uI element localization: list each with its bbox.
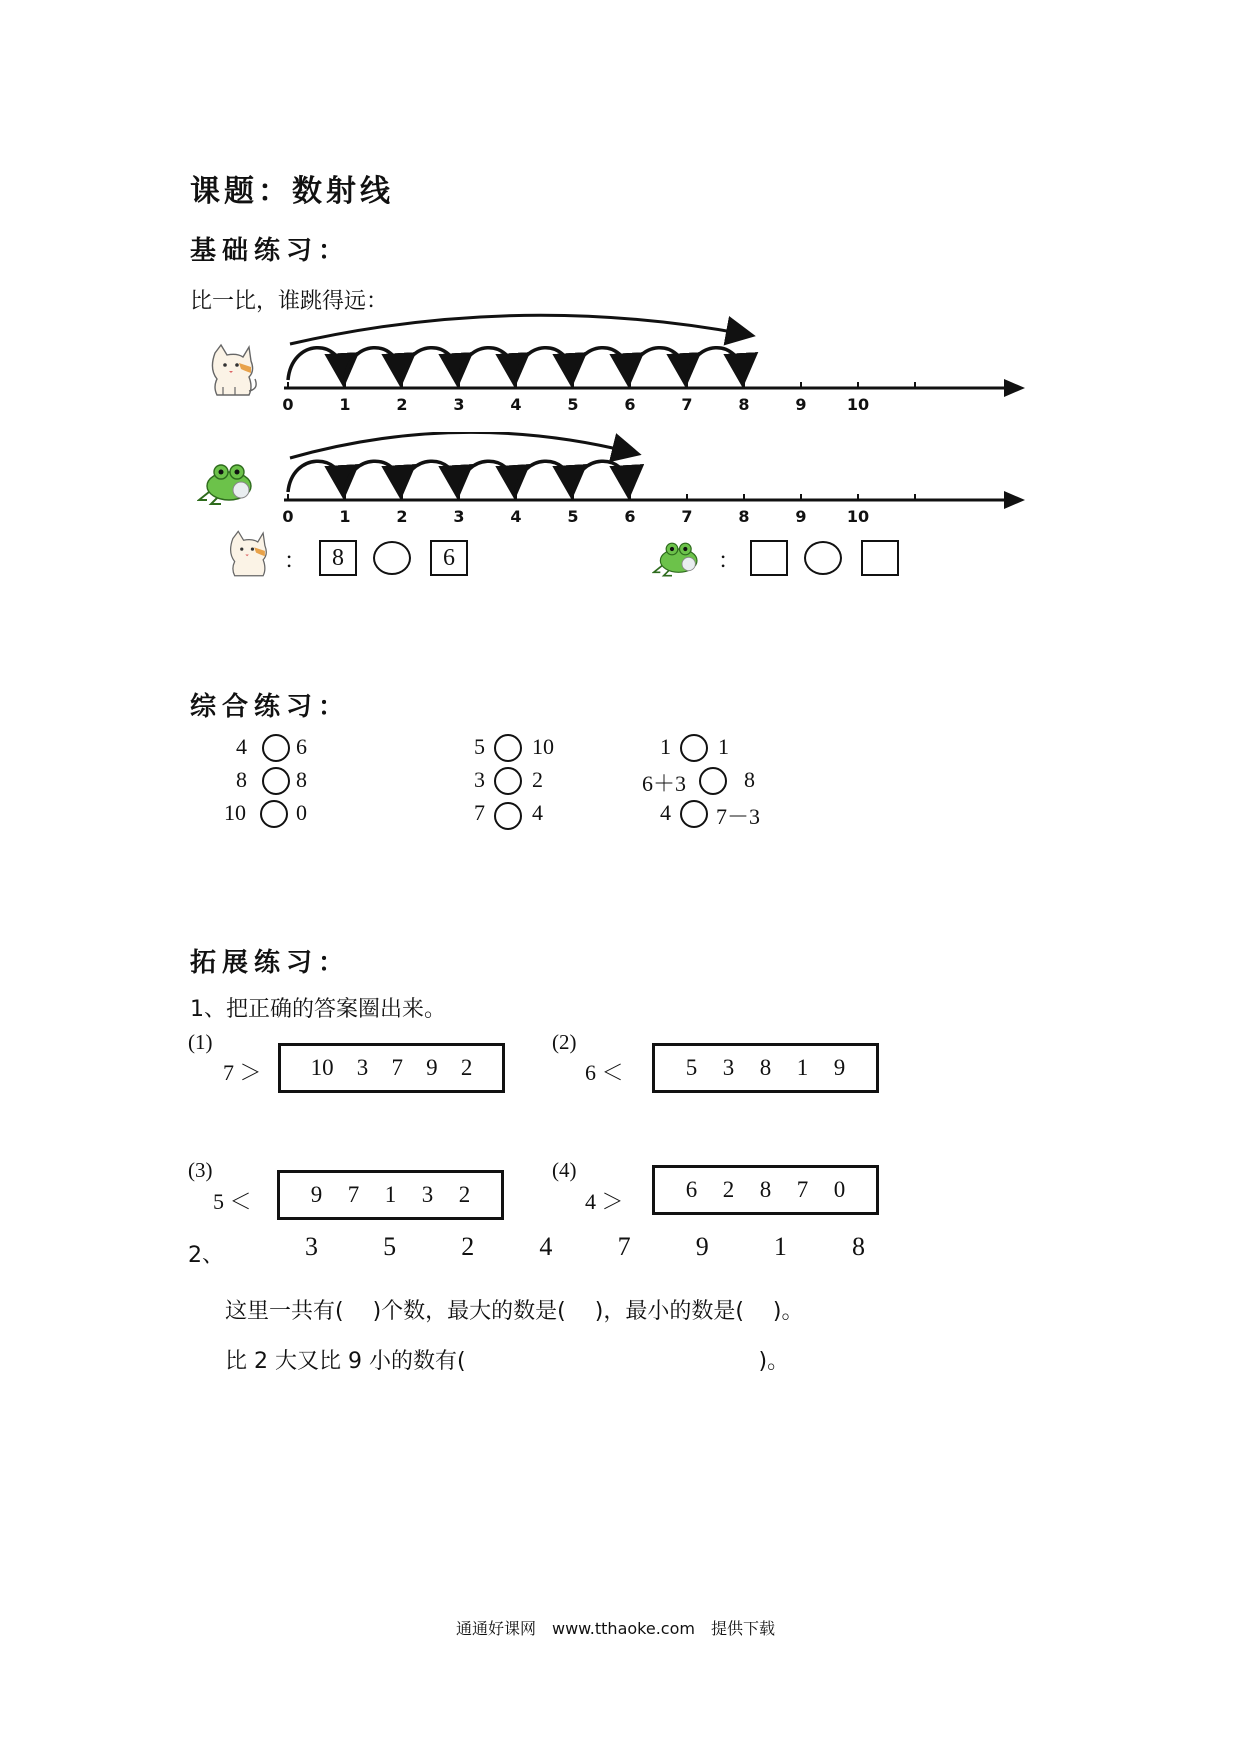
compare-circle[interactable] [494, 734, 522, 762]
option[interactable]: 10 [310, 1055, 334, 1080]
option[interactable]: 9 [310, 1182, 323, 1207]
q2-number: 4 [539, 1232, 553, 1261]
compare-a: 5 [474, 734, 485, 759]
compare-b: 4 [532, 800, 543, 825]
frog-answer-left-box[interactable] [750, 540, 788, 576]
tick-label: 9 [795, 395, 807, 414]
cat-answer-left-box[interactable]: 8 [319, 540, 357, 576]
option[interactable]: 0 [833, 1177, 846, 1202]
cat-icon-answer [224, 528, 272, 580]
compare-circle[interactable] [494, 767, 522, 795]
tick-label: 5 [567, 395, 579, 414]
compare-circle[interactable] [262, 767, 290, 795]
q1-item-expr: 4 ＞ [585, 1189, 624, 1214]
total-jump-arc [290, 315, 744, 344]
q2-number: 8 [851, 1232, 865, 1261]
basic-prompt: 比一比，谁跳得远： [190, 289, 389, 314]
frog-answer-right-box[interactable] [861, 540, 899, 576]
compare-circle[interactable] [260, 800, 288, 828]
option[interactable]: 8 [759, 1177, 772, 1202]
option[interactable]: 2 [460, 1055, 473, 1080]
tick-label: 4 [510, 395, 522, 414]
q1-item-expr: 6 ＜ [585, 1060, 624, 1085]
jump-arc [402, 348, 457, 380]
jump-arc [345, 461, 400, 492]
compare-b: 6 [296, 734, 307, 759]
jump-arc [402, 461, 457, 492]
total-jump-arc [290, 432, 630, 458]
compare-b: 8 [296, 767, 307, 792]
tick-label: 7 [681, 507, 693, 526]
jump-arc [459, 348, 514, 380]
option[interactable]: 7 [796, 1177, 809, 1202]
jump-arc [516, 461, 571, 492]
q1-options-box [278, 1043, 505, 1093]
compare-a: 8 [236, 767, 247, 792]
compare-circle[interactable] [680, 800, 708, 828]
q1-item-label: (2) [552, 1030, 577, 1054]
option[interactable]: 1 [796, 1055, 809, 1080]
option[interactable]: 8 [759, 1055, 772, 1080]
tick-label: 2 [396, 507, 408, 526]
tick-label: 7 [681, 395, 693, 414]
compare-b: 10 [532, 734, 554, 759]
option[interactable]: 3 [722, 1055, 735, 1080]
tick-label: 4 [510, 507, 522, 526]
tick-label: 6 [624, 507, 636, 526]
tick-label: 1 [339, 507, 351, 526]
axis-arrowhead [1004, 491, 1025, 509]
q1-item-label: (3) [188, 1158, 213, 1182]
option[interactable]: 2 [458, 1182, 471, 1207]
q1-prompt: 1、把正确的答案圈出来。 [190, 997, 446, 1022]
option[interactable]: 6 [685, 1177, 698, 1202]
q1-options-box [277, 1170, 504, 1220]
section-basic-heading: 基础练习： [190, 236, 351, 266]
compare-a: 4 [236, 734, 247, 759]
option[interactable]: 5 [685, 1055, 698, 1080]
q1-item-expr: 5 ＜ [213, 1189, 252, 1214]
page-title: 课题：数射线 [190, 174, 394, 209]
tick-label: 0 [282, 395, 294, 414]
q2-line2: 比 2 大又比 9 小的数有( )。 [225, 1349, 790, 1374]
tick-label: 5 [567, 507, 579, 526]
compare-a: 6＋3 [642, 771, 687, 796]
frog-compare-circle[interactable] [804, 541, 842, 575]
jump-arc [687, 348, 742, 380]
section-comprehensive-heading: 综合练习： [190, 692, 351, 722]
q2-number: 5 [383, 1232, 397, 1261]
compare-b: 8 [744, 767, 755, 792]
cat-icon [205, 343, 259, 398]
q1-item-expr: 7 ＞ [223, 1060, 262, 1085]
cat-answer-right-box[interactable]: 6 [430, 540, 468, 576]
tick-label: 3 [453, 395, 465, 414]
compare-a: 10 [224, 800, 246, 825]
q2-label: 2、 [188, 1243, 224, 1268]
option[interactable]: 3 [356, 1055, 369, 1080]
q2-line1: 这里一共有( )个数，最大的数是( )，最小的数是( )。 [225, 1299, 804, 1324]
compare-circle[interactable] [494, 802, 522, 830]
compare-b: 2 [532, 767, 543, 792]
jump-arc [630, 348, 685, 380]
section-extend-heading: 拓展练习： [190, 948, 351, 978]
option[interactable]: 9 [833, 1055, 846, 1080]
option[interactable]: 9 [426, 1055, 438, 1080]
tick-label: 10 [846, 395, 870, 414]
compare-a: 4 [660, 800, 671, 825]
q2-number: 2 [461, 1232, 475, 1261]
jump-arc [288, 461, 343, 492]
tick-label: 8 [738, 507, 750, 526]
q2-number: 7 [617, 1232, 631, 1261]
tick-label: 3 [453, 507, 465, 526]
tick-label: 9 [795, 507, 807, 526]
frog-colon: ： [718, 549, 741, 574]
q1-item-label: (1) [188, 1030, 213, 1054]
compare-circle[interactable] [680, 734, 708, 762]
tick-label: 8 [738, 395, 750, 414]
jump-arc [345, 348, 400, 380]
q1-options-box [652, 1043, 879, 1093]
option[interactable]: 1 [384, 1182, 397, 1207]
tick-label: 1 [339, 395, 351, 414]
tick-label: 10 [846, 507, 870, 526]
option[interactable]: 3 [421, 1182, 434, 1207]
frog-number-line [270, 432, 1040, 532]
cat-colon: ： [284, 549, 307, 574]
jump-arc [288, 348, 343, 380]
jump-arc [459, 461, 514, 492]
option[interactable]: 7 [347, 1182, 360, 1207]
q1-item-label: (4) [552, 1158, 577, 1182]
cat-compare-circle[interactable] [373, 541, 411, 575]
compare-a: 3 [474, 767, 485, 792]
compare-a: 7 [474, 800, 485, 825]
compare-b: 0 [296, 800, 307, 825]
jump-arc [516, 348, 571, 380]
cat-number-line [270, 308, 1040, 418]
axis-arrowhead [1004, 379, 1025, 397]
tick-label: 6 [624, 395, 636, 414]
tick-label: 2 [396, 395, 408, 414]
option[interactable]: 2 [722, 1177, 735, 1202]
q2-number: 9 [695, 1232, 709, 1261]
compare-a: 1 [660, 734, 671, 759]
compare-b: 1 [718, 734, 729, 759]
compare-b: 7－3 [716, 804, 761, 829]
compare-circle[interactable] [699, 767, 727, 795]
jump-arc [573, 461, 628, 492]
frog-icon [197, 462, 257, 506]
q2-number: 1 [773, 1232, 787, 1261]
jump-arc [573, 348, 628, 380]
q2-number: 3 [305, 1232, 318, 1261]
footer-text: 通通好课网 www.tthaoke.com 提供下载 [456, 1619, 775, 1638]
q2-number-list [305, 1232, 865, 1262]
compare-circle[interactable] [262, 734, 290, 762]
frog-icon-answer [652, 540, 702, 578]
option[interactable]: 7 [391, 1055, 403, 1080]
q1-options-box [652, 1165, 879, 1215]
tick-label: 0 [282, 507, 294, 526]
